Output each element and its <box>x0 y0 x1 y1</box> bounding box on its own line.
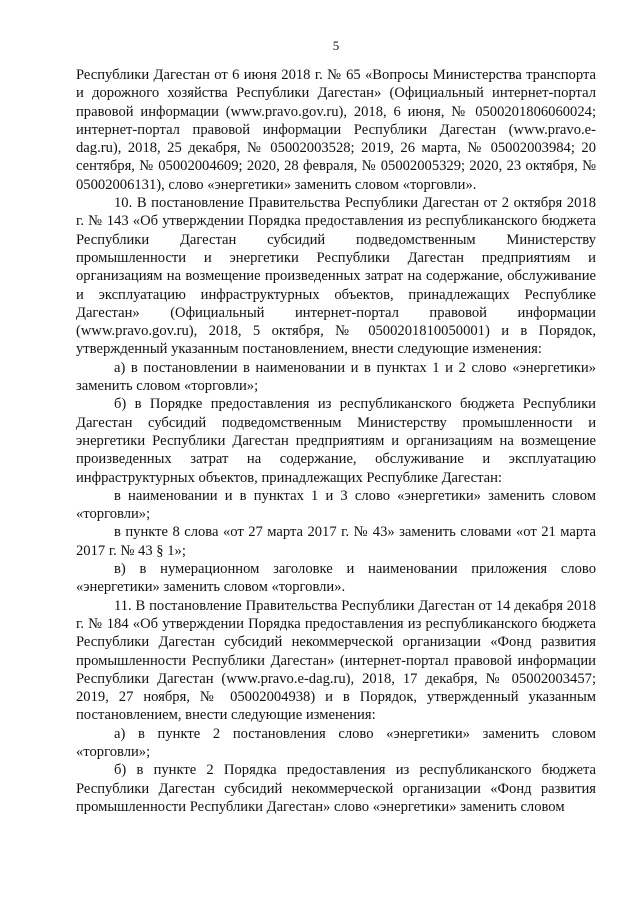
page-number: 5 <box>332 38 340 53</box>
document-body <box>76 66 596 816</box>
paragraph-item-10a: а) в постановлении в наименовании и в пунктах 1 и 2 слово «энергетики» заменить словом «торговли»; <box>76 359 596 395</box>
paragraph-item-11b: б) в пункте 2 Порядка предоставления из республиканского бюджета Республики Дагестан субсидий некоммерческой организации «Фонд развития промышленности Республики Дагестан» слово «энергетики» заменить словом <box>76 762 596 815</box>
paragraph-item-11: 11. В постановление Правительства Республики Дагестан от 14 декабря 2018 г. № 184 «Об утверждении Порядка предоставления из республиканского бюджета Республики Дагестан субсидий некоммерческой организации «Фонд развития промышленности Республики Дагестан» (интернет-портал правовой информации Республики Дагестан (www.pravo.e-dag.ru), 2018, 17 декабря, № 05002003457; 2019, 27 ноября, № 05002004938) и в Порядок, утвержденный указанным постановлением, внести следующие изменения: <box>76 597 596 724</box>
paragraph-1: Республики Дагестан от 6 июня 2018 г. № 65 «Вопросы Министерства транспорта и дорожного хозяйства Республики Дагестан» (Официальный интернет-портал правовой информации (www.pravo.gov.ru), 2018, 6 июня, № 0500201806060024; интернет-портал правовой информации Республики Дагестан (www.pravo.e-dag.ru), 2018, 25 декабря, № 05002003528; 2019, 26 марта, № 05002003984; 20 сентября, № 05002004609; 2020, 28 февраля, № 05002005329; 2020, 23 октября, № 05002006131), слово «энергетики» заменить словом «торговли». <box>76 67 596 193</box>
paragraph-item-10b-2: в пункте 8 слова «от 27 марта 2017 г. № 43» заменить словами «от 21 марта 2017 г. № 43 § 1»; <box>76 524 596 559</box>
paragraph-item-10b-1: в наименовании и в пунктах 1 и 3 слово «энергетики» заменить словом «торговли»; <box>76 487 596 523</box>
paragraph-item-10: 10. В постановление Правительства Республики Дагестан от 2 октября 2018 г. № 143 «Об утверждении Порядка предоставления из республиканского бюджета Республики Дагестан субсидий подведомственным Министерству промышленности и энергетики Республики Дагестан предприятиям и организациям на возмещение произведенных затрат на содержание, обслуживание и эксплуатацию инфраструктурных объектов, принадлежащих Республике Дагестан» (Официальный интернет-портал правовой информации (www.pravo.gov.ru), 2018, 5 октября, № 0500201810050001) и в Порядок, утвержденный указанным постановлением, внести следующие изменения: <box>76 195 596 358</box>
paragraph-item-11a: а) в пункте 2 постановления слово «энергетики» заменить словом «торговли»; <box>76 725 596 760</box>
paragraph-item-10b: б) в Порядке предоставления из республиканского бюджета Республики Дагестан субсидий подведомственным Министерству промышленности и энергетики Республики Дагестан предприятиям и организациям на возмещение произведенных затрат на содержание, обслуживание и эксплуатацию инфраструктурных объектов, принадлежащих Республике Дагестан: <box>76 396 596 486</box>
paragraph-item-10c: в) в нумерационном заголовке и наименовании приложения слово «энергетики» заменить словом «торговли». <box>76 561 596 596</box>
